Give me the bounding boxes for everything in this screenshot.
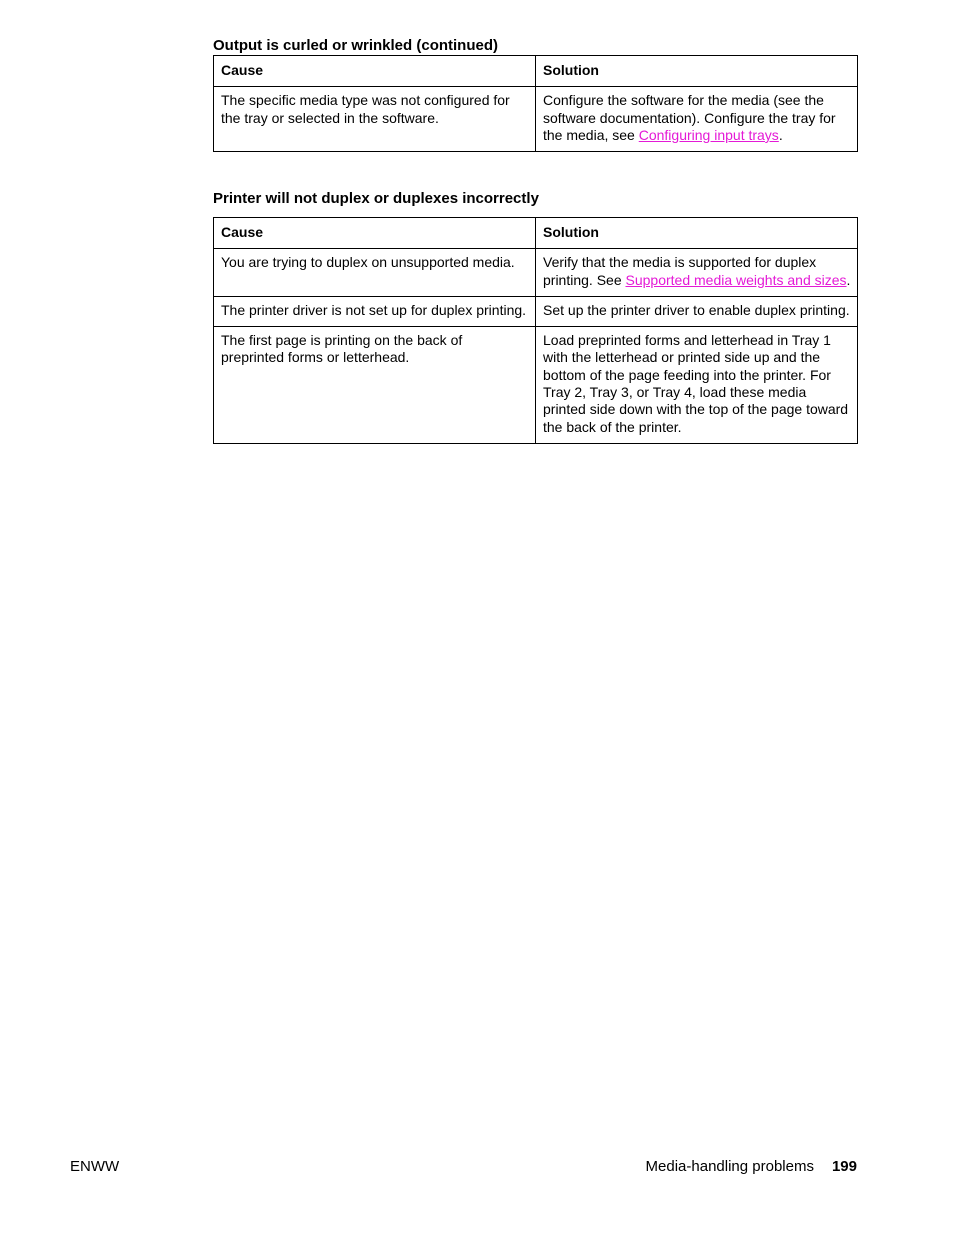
footer-enww: ENWW — [70, 1158, 120, 1175]
solution-cell — [536, 249, 858, 297]
section-title-duplex: Printer will not duplex or duplexes incorrectly — [213, 190, 539, 207]
solution-header: Solution — [536, 56, 858, 87]
solution-text-end: . — [778, 126, 783, 143]
table-row — [214, 296, 858, 326]
solution-header: Solution — [536, 218, 858, 249]
table-row — [214, 249, 858, 297]
section-title-curled: Output is curled or wrinkled (continued) — [213, 37, 499, 54]
table-row — [214, 327, 858, 444]
footer-right — [646, 1158, 857, 1176]
configuring-input-trays-link[interactable]: Configuring input trays — [638, 126, 779, 143]
page-number: 199 — [831, 1158, 857, 1175]
solution-cell: Load preprinted forms and letterhead in Tray 1 with the letterhead or printed side up and the bottom of the page feeding into the printer. For Tray 2, Tray 3, or Tray 4, load these media printed side down with the top of the page toward the back of the printer. — [536, 327, 858, 444]
cause-cell: The printer driver is not set up for duplex printing. — [214, 296, 536, 326]
supported-media-weights-link[interactable]: Supported media weights and sizes — [625, 271, 847, 288]
table-header-row — [214, 56, 858, 87]
solution-cell: Set up the printer driver to enable duplex printing. — [536, 296, 858, 326]
solution-text: Configure the software for the media (see the software documentation). Configure the tray for the media, see — [543, 92, 836, 143]
solution-text: Verify that the media is supported for duplex printing. See — [543, 254, 817, 288]
solution-cell — [536, 87, 858, 152]
table-row — [214, 87, 858, 152]
cause-header: Cause — [214, 218, 536, 249]
cause-cell: You are trying to duplex on unsupported media. — [214, 249, 536, 297]
duplex-table — [213, 217, 858, 444]
cause-cell: The first page is printing on the back of preprinted forms or letterhead. — [214, 327, 536, 444]
solution-text-end: . — [846, 271, 851, 288]
cause-header: Cause — [214, 56, 536, 87]
curled-table — [213, 55, 858, 152]
cause-cell: The specific media type was not configured for the tray or selected in the software. — [214, 87, 536, 152]
footer-section-name: Media-handling problems — [645, 1158, 814, 1175]
table-header-row — [214, 218, 858, 249]
